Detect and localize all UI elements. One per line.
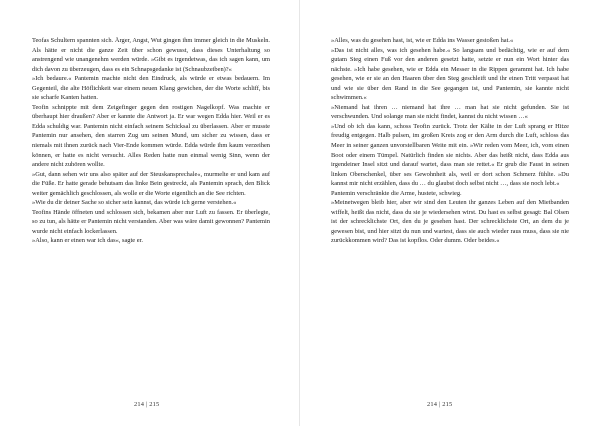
paragraph: »Wie du dir deiner Sache so sicher sein kannst, das würde ich gerne verstehen.« bbox=[32, 199, 237, 207]
paragraph: »Das ist nicht alles, was ich gesehen habe.« So langsam und bedächtig, wie er auf dem gutam Steg einen Fuß vor den anderen gesetzt hatte, setzte er nun ein Wort hinter das nächste. »Ich habe gesehen, wie er Edda ein Messer in die Rippen gerammt hat. Ich habe gesehen, wie er sie an den Haaren über den Steg geschleift und ihr einen Tritt verpasst hat und wie sie über den Rand in die See gegangen ist, und Pantemin, sie kannte nicht schwimmen.« bbox=[331, 46, 569, 102]
paragraph: »Alles, was du gesehen hast, ist, wie er Edda ins Wasser gestoßen hat.« bbox=[331, 37, 514, 44]
left-page-number: 214 | 215 bbox=[134, 401, 160, 408]
right-page-text bbox=[331, 36, 569, 246]
paragraph: »Gut, dann sehen wir uns also später auf der Steuskansprechale«, murmelte er und kam auf die Füße. Er hatte gerade behutsam das linke Bein gestreckt, als Pantemin sprach, den Blick weiter gemächlich geschlossen, als wolle er die Worte eigentlich an die See richten. bbox=[32, 170, 270, 197]
paragraph: Teofas Schultern spannten sich. Ärger, Angst, Wut gingen ihm immer gleich in die Muskeln. Als hätte er nicht die ganze Zeit über schon gewusst, dass dieses Unterhaltung so anstrengend wie unangenehm werden würde. »Gibt es irgendetwas, das ich sagen kann, um dich davon zu überzeugen, dass es ein Schnapsgedanke ist (Schnaubzeiben)?« bbox=[32, 37, 270, 73]
paragraph: »Und ob ich das kann, schoss Teofin zurück. Trotz der Kälte in der Luft sprang er Hitze freudig entgegen. Halb pulsen, im großen Kreis zog er den Arm durch die Luft, schloss das Meer in seiner ganzen unvorstellbaren Weite mit ein. »Wir reden vom Meer, ich, vom einen Boot oder einem Tümpel. Natürlich finden sie nichts. Aber das heißt nicht, dass Edda aus irgendeiner Insel sitzt und darauf wartet, dass man sie rettet.« Er grub die Faust in seinen linken Oberschenkel, über ses Gewohnheit als, weil er dort schon Schmerz fühlte. »Du kannst mir nicht erzählen, dass du … du glaubst doch selbst nicht …, dass sie noch lebt.« bbox=[331, 122, 569, 188]
paragraph: »Ich bedaure.« Pantemin machte nicht den Eindruck, als würde er etwas bedauern. Im Gegenteil, die alte Höflichkeit war einem neuen Klang gewichen, der die Worte schliff, bis sie scharfe Kanten hatten. bbox=[32, 75, 270, 102]
paragraph: Pantemin verschränkte die Arme, hustete, schwieg. bbox=[331, 189, 462, 197]
paragraph: »Also, kann er einen war ich das«, sagte er. bbox=[32, 237, 143, 245]
paragraph: »Niemand hat ihren … niemand hat ihre … man hat sie nicht gefunden. Sie ist verschwunden. Und solange man sie nicht findet, kannst du nicht wissen …« bbox=[331, 103, 569, 121]
right-page-number: 214 | 215 bbox=[427, 401, 453, 408]
left-page-text bbox=[32, 36, 270, 246]
paragraph: Teofins Hände öffneten und schlossen sich, bekamen aber nur Luft zu fassen. Er überlegte, so zu tun, als hätte er Pantemin nicht verstanden. Aber was wäre damit gewonnen? Pantemin wurde nicht einfach lockerlassen. bbox=[32, 208, 270, 235]
right-page bbox=[331, 36, 569, 246]
paragraph: Teofin schnippte mit dem Zeigefinger gegen den rostigen Nagelkopf. Was machte er überhaupt hier draußen? Aber er kannte die Antwort ja. Er war wegen Edda hier. Weil er es Edda schuldig war. Pantemin nicht einfach seinem Schicksal zu überlassen. Aber er musste Pantemin nur ansehen, den starren Zug um seinen Mund, um sicher zu wissen, dass er niemals mit ihnen zurück nach Vier-Ende kommen würde. Edda würde ihm kaum verzeihen können, er hatte es nicht versucht. Alles Reden hatte nun einmal wenig Sinn, wenn der andere nicht zuhören wollte. bbox=[32, 103, 270, 169]
book-gutter bbox=[299, 0, 300, 426]
left-page bbox=[32, 36, 270, 246]
paragraph: »Meinetwegen bleib hier, aber wir sind den Leuten ihr ganzes Leben auf den Mietbanden wiffelt, heißt das nicht, dass du sie je wiedersehen wirst. Du hast es selbst gesagt: Bal Olsen ist der schrecklichste Ort, den du je gesehen hast. Der schrecklichste Ort, an dem du je gewesen bist, und hier sitzt du nun und wartest, dass sie auch wieder raus muss, dass sie nie zurückkommen wird? Das ist kopflos. Oder dumm. Oder beides.« bbox=[331, 199, 569, 245]
